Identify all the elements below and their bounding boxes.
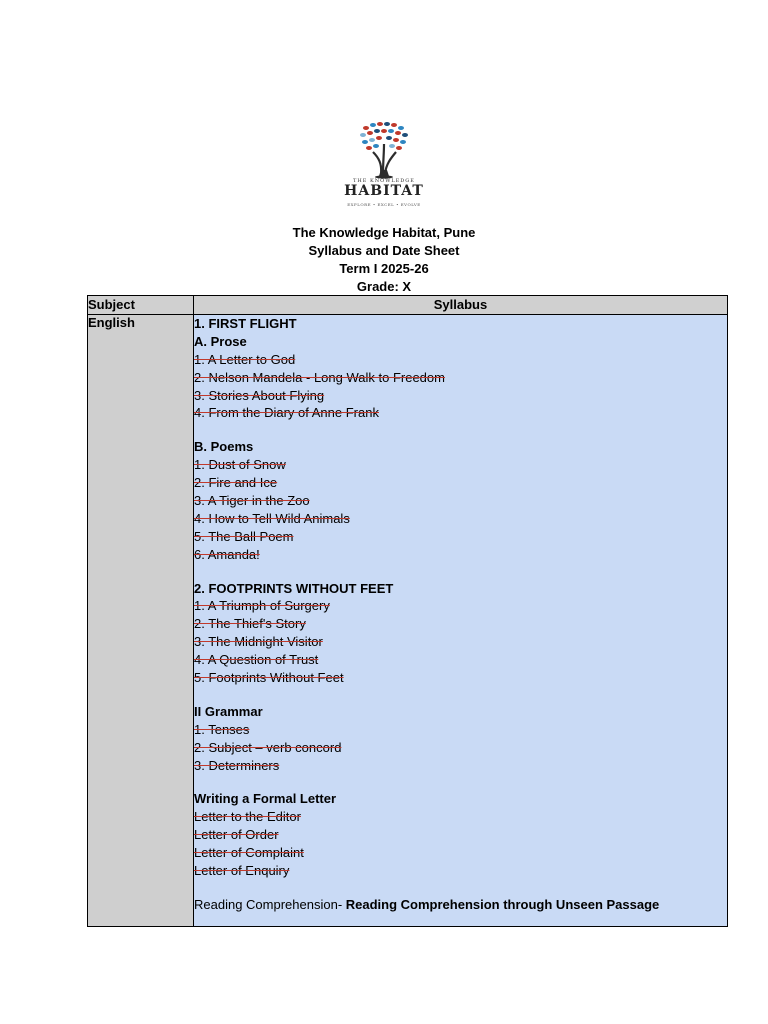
list-item: 3. A Tiger in the Zoo: [194, 493, 310, 509]
list-item: 3. Determiners: [194, 757, 280, 773]
list-item: 4. How to Tell Wild Animals: [194, 510, 350, 526]
letter-heading: Writing a Formal Letter: [194, 791, 337, 807]
list-item: 2. Fire and Ice: [194, 475, 278, 491]
list-item: 5. Footprints Without Feet: [194, 670, 344, 686]
grade-label: Grade: X: [356, 279, 412, 294]
poems-heading: B. Poems: [194, 439, 254, 455]
school-name: The Knowledge Habitat, Pune: [292, 225, 476, 240]
list-item: 5. The Ball Poem: [194, 528, 294, 544]
list-item: 6. Amanda!: [194, 546, 260, 562]
document-title: Syllabus and Date Sheet: [308, 243, 460, 258]
reading-detail: Reading Comprehension through Unseen Passage: [345, 896, 660, 912]
list-item: 1. A Triumph of Surgery: [194, 598, 330, 614]
reading-comprehension-line: [194, 896, 727, 914]
list-item: 3. Stories About Flying: [194, 387, 325, 403]
footprints-heading: 2. FOOTPRINTS WITHOUT FEET: [194, 580, 394, 596]
logo-line1: THE KNOWLEDGE: [353, 178, 415, 184]
prose-heading: A. Prose: [194, 333, 247, 349]
list-item: Letter of Enquiry: [194, 863, 290, 879]
school-logo: [321, 116, 447, 212]
list-item: Letter of Order: [194, 827, 279, 843]
table-header-row: [88, 296, 728, 315]
syllabus-cell: [194, 315, 728, 927]
list-item: 1. Dust of Snow: [194, 457, 286, 473]
list-item: 2. The Thief's Story: [194, 616, 306, 632]
subject-column-header: Subject: [88, 296, 194, 315]
logo-line2: HABITAT: [344, 183, 424, 199]
term-label: Term I 2025-26: [339, 261, 429, 276]
list-item: 3. The Midnight Visitor: [194, 634, 323, 650]
list-item: 4. A Question of Trust: [194, 652, 319, 668]
list-item: Letter of Complaint: [194, 845, 304, 861]
list-item: Letter to the Editor: [194, 809, 301, 825]
logo-tagline: EXPLORE • EXCEL • EVOLVE: [347, 202, 421, 207]
subject-cell: English: [88, 315, 194, 927]
syllabus-column-header: Syllabus: [194, 296, 728, 315]
grammar-heading: II Grammar: [194, 703, 263, 719]
table-row: [88, 315, 728, 927]
document-header: [0, 224, 768, 296]
list-item: 2. Nelson Mandela - Long Walk to Freedom: [194, 369, 445, 385]
reading-label: Reading Comprehension-: [194, 896, 346, 912]
list-item: 1. Tenses: [194, 721, 250, 737]
first-flight-heading: 1. FIRST FLIGHT: [194, 316, 297, 331]
list-item: 2. Subject – verb concord: [194, 739, 342, 755]
list-item: 1. A Letter to God: [194, 351, 296, 367]
list-item: 4. From the Diary of Anne Frank: [194, 405, 379, 421]
syllabus-table: [87, 295, 728, 927]
